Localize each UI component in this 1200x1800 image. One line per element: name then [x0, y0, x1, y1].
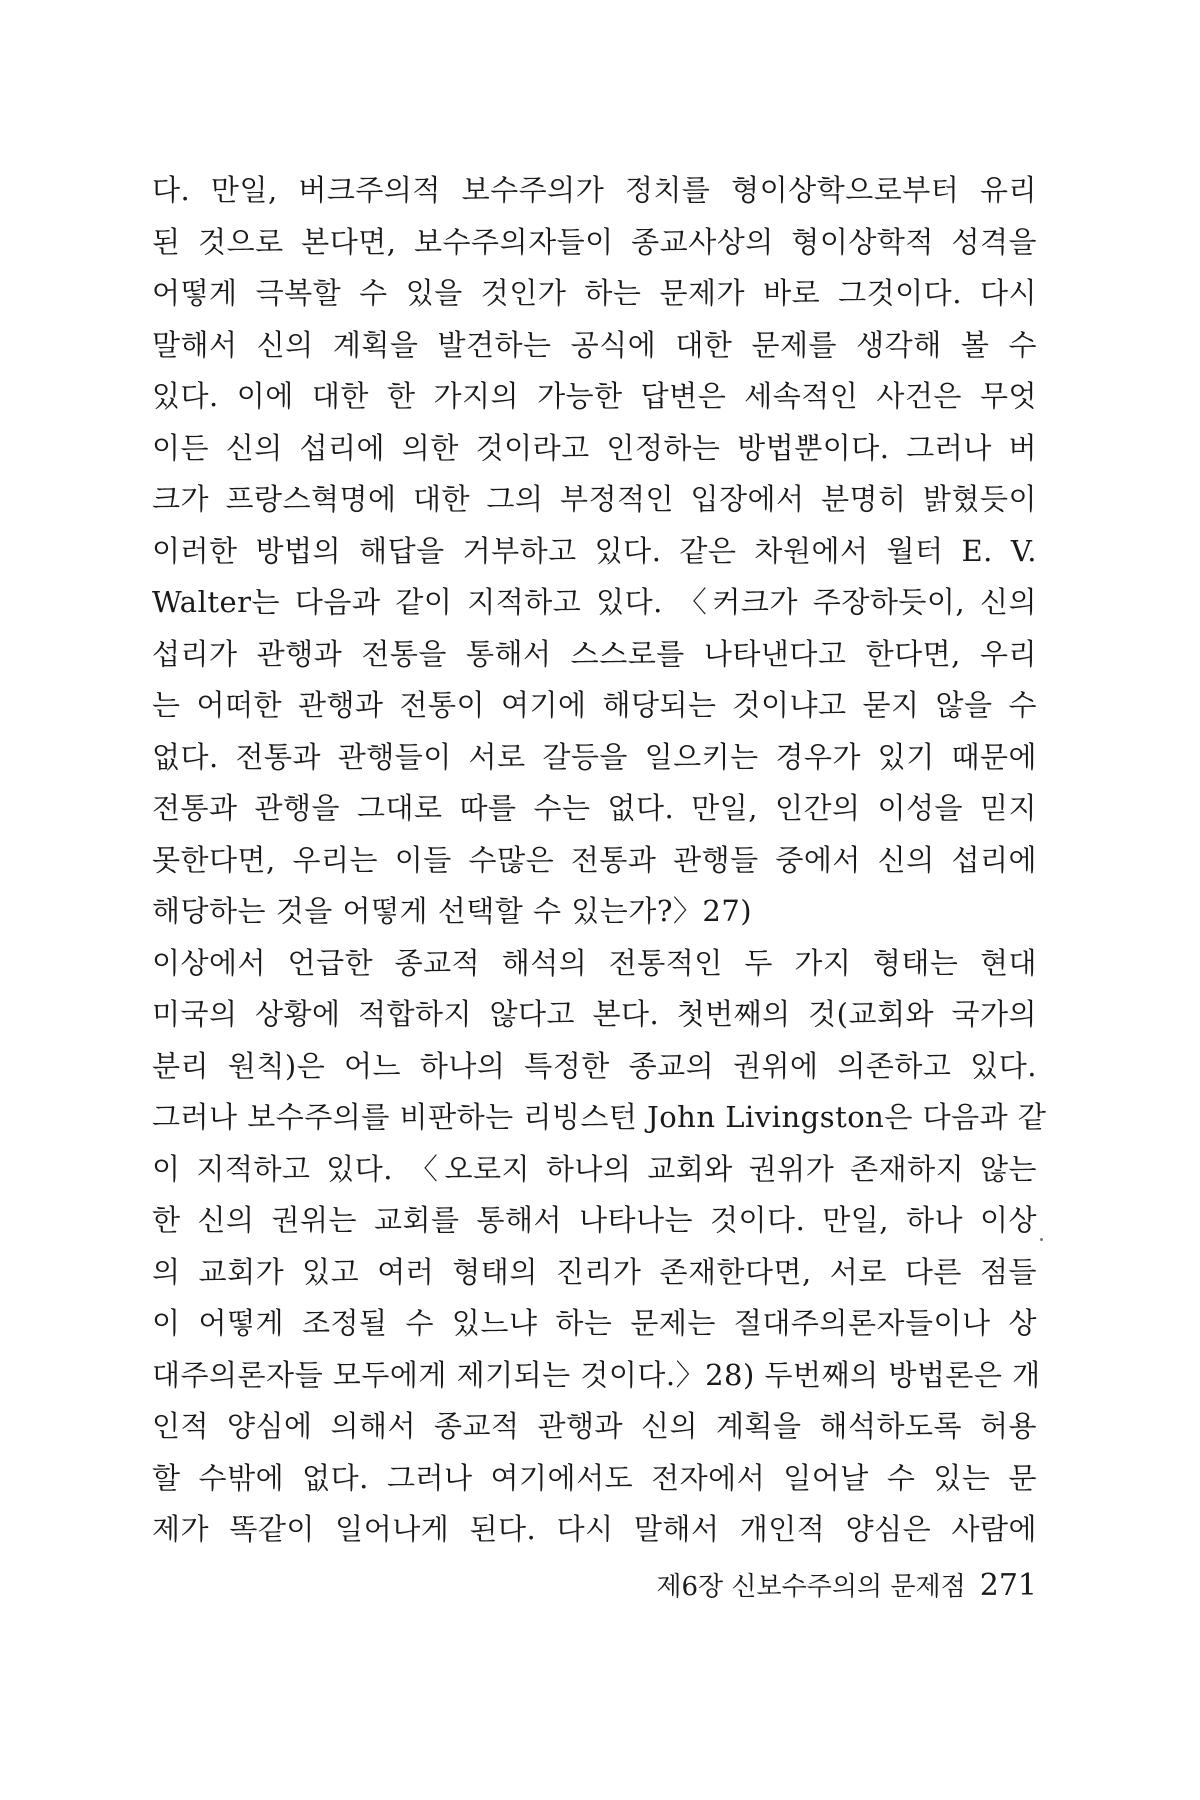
- body-line: 어떻게 극복할 수 있을 것인가 하는 문제가 바로 그것이다. 다시: [152, 276, 1037, 310]
- body-line: 제가 똑같이 일어나게 된다. 다시 말해서 개인적 양심은 사람에: [152, 1512, 1037, 1546]
- body-line: 이상에서 언급한 종교적 해석의 전통적인 두 가지 형태는 현대: [152, 945, 1037, 980]
- body-line: 못한다면, 우리는 이들 수많은 전통과 관행들 중에서 신의 섭리에: [152, 842, 1037, 877]
- body-line: 해당하는 것을 어떻게 선택할 수 있는가?〉27): [152, 894, 753, 928]
- body-line: 할 수밖에 없다. 그러나 여기에서도 전자에서 일어날 수 있는 문: [152, 1460, 1037, 1495]
- body-line: 분리 원칙)은 어느 하나의 특정한 종교의 권위에 의존하고 있다.: [152, 1048, 1037, 1083]
- body-line: 다. 만일, 버크주의적 보수주의가 정치를 형이상학으로부터 유리: [152, 173, 1037, 207]
- body-line: 크가 프랑스혁명에 대한 그의 부정적인 입장에서 분명히 밝혔듯이: [152, 482, 1037, 516]
- body-line: 있다. 이에 대한 한 가지의 가능한 답변은 세속적인 사건은 무엇: [152, 379, 1037, 413]
- body-line: 말해서 신의 계획을 발견하는 공식에 대한 문제를 생각해 볼 수: [152, 327, 1037, 362]
- body-line: 는 어떠한 관행과 전통이 여기에 해당되는 것이냐고 묻지 않을 수: [152, 688, 1037, 722]
- body-line: 된 것으로 본다면, 보수주의자들이 종교사상의 형이상학적 성격을: [152, 224, 1037, 259]
- page-number: 271: [979, 1568, 1037, 1603]
- body-line: 미국의 상황에 적합하지 않다고 본다. 첫번째의 것(교회와 국가의: [152, 997, 1037, 1031]
- body-line: Walter는 다음과 같이 지적하고 있다. 〈커크가 주장하듯이, 신의: [152, 585, 1037, 619]
- chapter-title: 제6장 신보수주의의 문제점: [656, 1572, 966, 1602]
- page-footer: [640, 1566, 1037, 1603]
- body-line: 없다. 전통과 관행들이 서로 갈등을 일으키는 경우가 있기 때문에: [152, 739, 1037, 774]
- body-line: 인적 양심에 의해서 종교적 관행과 신의 계획을 해석하도록 허용: [152, 1409, 1037, 1443]
- body-line: 그러나 보수주의를 비판하는 리빙스턴 John Livingston은 다음과 같: [152, 1100, 1047, 1134]
- body-line: 이 어떻게 조정될 수 있느냐 하는 문제는 절대주의론자들이나 상: [152, 1306, 1037, 1340]
- body-line: 전통과 관행을 그대로 따를 수는 없다. 만일, 인간의 이성을 믿지: [152, 791, 1037, 825]
- body-line: 이러한 방법의 해답을 거부하고 있다. 같은 차원에서 월터 E. V.: [152, 533, 1037, 568]
- margin-dot: [1040, 1238, 1043, 1241]
- body-line: 이든 신의 섭리에 의한 것이라고 인정하는 방법뿐이다. 그러나 버: [152, 430, 1037, 465]
- body-line: 섭리가 관행과 전통을 통해서 스스로를 나타낸다고 한다면, 우리: [152, 636, 1037, 671]
- page-body: [152, 165, 1047, 1556]
- body-line: 이 지적하고 있다. 〈오로지 하나의 교회와 권위가 존재하지 않는: [152, 1151, 1037, 1186]
- body-line: 대주의론자들 모두에게 제기되는 것이다.〉28) 두번째의 방법론은 개: [152, 1357, 1041, 1392]
- body-line: 의 교회가 있고 여러 형태의 진리가 존재한다면, 서로 다른 점들: [152, 1254, 1037, 1289]
- body-line: 한 신의 권위는 교회를 통해서 나타나는 것이다. 만일, 하나 이상: [152, 1203, 1037, 1237]
